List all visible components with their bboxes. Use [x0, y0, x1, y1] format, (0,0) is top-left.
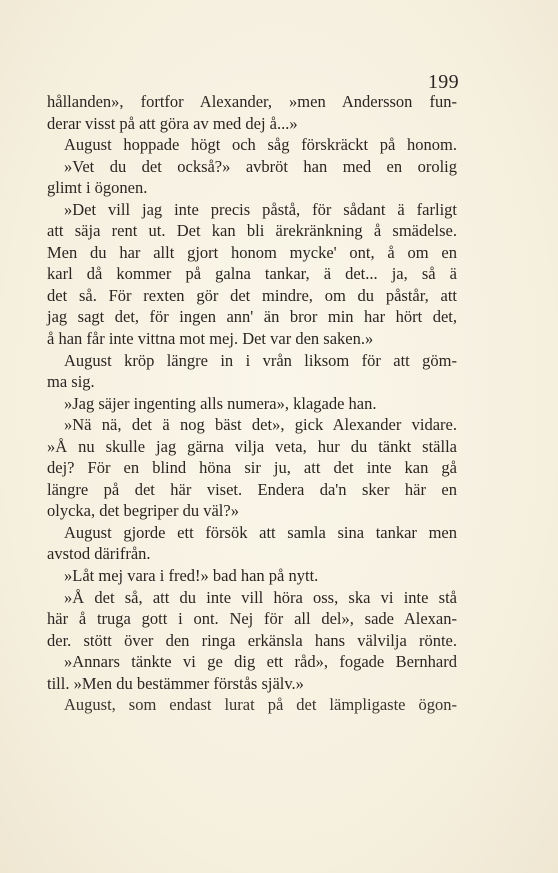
text-line: att säja rent ut. Det kan bli ärekränkning å smädelse.	[47, 221, 457, 241]
text-line: »Å det så, att du inte vill höra oss, ska vi inte stå	[64, 587, 457, 607]
text-line: det så. För rexten gör det mindre, om du påstår, att	[47, 285, 457, 305]
text-line: dej? För en blind höna sir ju, att det inte kan gå	[47, 458, 457, 478]
text-line: August kröp längre in i vrån liksom för att göm-	[64, 350, 457, 370]
page-number: 199	[428, 71, 459, 93]
text-line: hållanden», fortfor Alexander, »men Andersson fun-	[47, 92, 457, 111]
text-line: »Vet du det också?» avbröt han med en orolig	[64, 156, 457, 176]
text-line: »Nä nä, det ä nog bäst det», gick Alexander vidare.	[64, 415, 457, 435]
text-line: karl då kommer på galna tankar, ä det... ja, så ä	[47, 264, 457, 284]
text-line: här å truga gott i ont. Nej för all del», sade Alexan-	[47, 609, 457, 629]
text-line: glimt i ögonen.	[47, 178, 148, 198]
text-line: avstod därifrån.	[47, 544, 151, 564]
text-line: »Annars tänkte vi ge dig ett råd», fogade Bernhard	[64, 652, 457, 672]
text-line: der. stött över den ringa erkänsla hans välvilja rönte.	[47, 630, 457, 650]
text-line: till. »Men du bestämmer förstås själv.»	[47, 673, 304, 693]
text-line: August, som endast lurat på det lämpligaste ögon-	[64, 695, 457, 715]
text-line: »Jag säjer ingenting alls numera», klagade han.	[64, 393, 377, 413]
text-line: August gjorde ett försök att samla sina tankar men	[64, 522, 457, 542]
text-line: jag sagt det, för ingen ann' än bror min har hört det,	[47, 307, 457, 327]
text-line: »Det vill jag inte precis påstå, för sådant ä farligt	[64, 199, 457, 219]
text-line: å han får inte vittna mot mej. Det var den saken.»	[47, 329, 374, 349]
text-line: Men du har allt gjort honom mycke' ont, å om en	[47, 242, 457, 262]
text-line: olycka, det begriper du väl?»	[47, 501, 239, 521]
text-line: derar visst på att göra av med dej å...»	[47, 113, 298, 133]
text-line: August hoppade högt och såg förskräckt på honom.	[64, 135, 457, 155]
text-line: »Låt mej vara i fred!» bad han på nytt.	[64, 566, 319, 586]
body-text	[47, 91, 457, 716]
text-line: ma sig.	[47, 372, 95, 392]
text-line: »Å nu skulle jag gärna vilja veta, hur du tänkt ställa	[47, 436, 457, 456]
text-line: längre på det här viset. Endera da'n sker här en	[47, 479, 457, 499]
